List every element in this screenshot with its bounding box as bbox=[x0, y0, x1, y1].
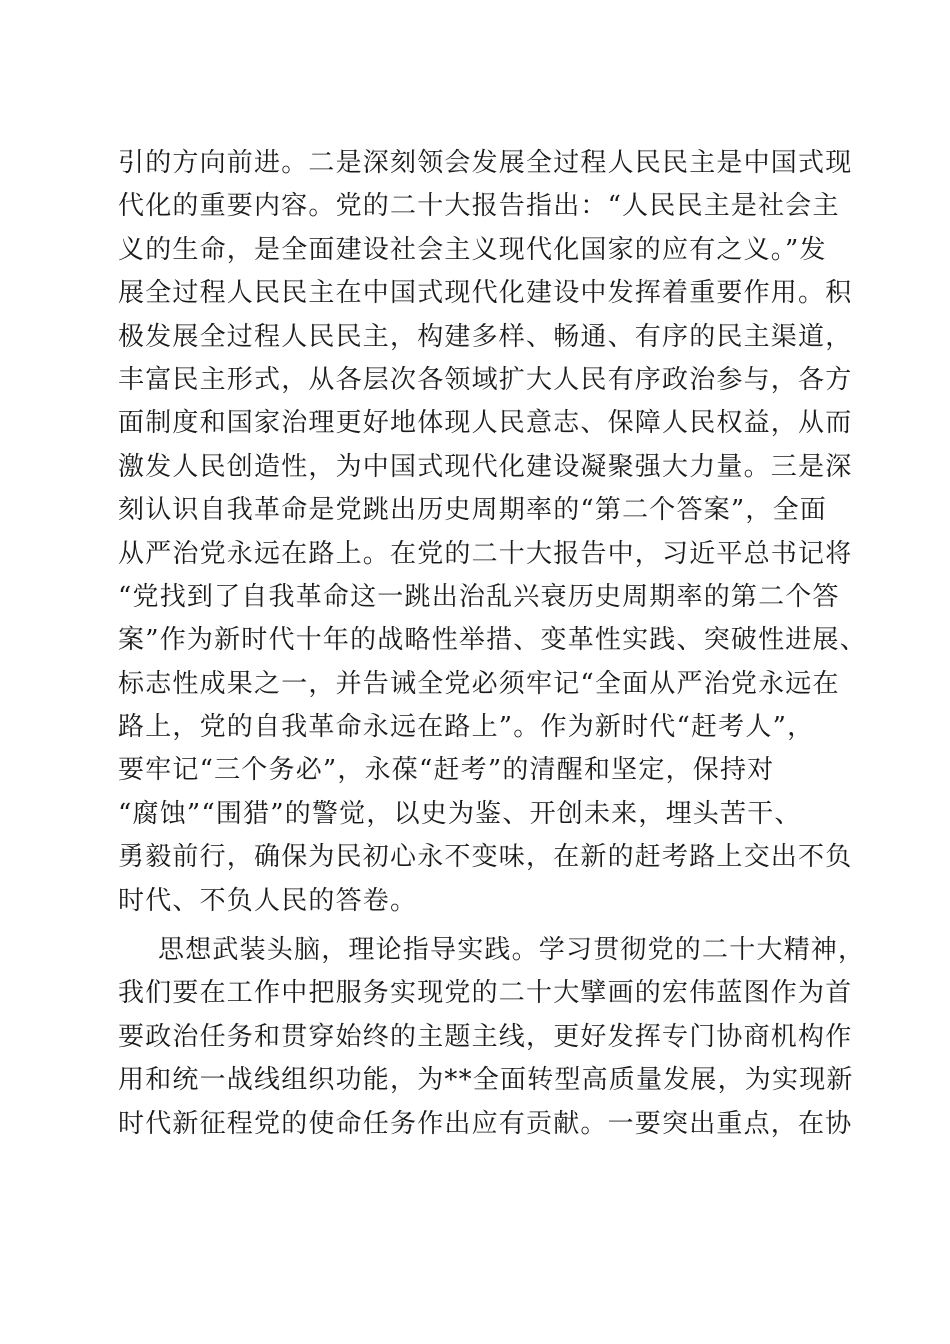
text-line: 案”作为新时代十年的战略性举措、变革性实践、突破性进展、 bbox=[118, 625, 867, 656]
text-line: 标志性成果之一，并告诫全党必须牢记“全面从严治党永远在 bbox=[118, 668, 840, 699]
text-line: 路上，党的自我革命永远在路上”。作为新时代“赶考人”， bbox=[118, 712, 815, 743]
text-line: 刻认识自我革命是党跳出历史周期率的“第二个答案”，全面 bbox=[118, 495, 827, 526]
document-body bbox=[118, 142, 867, 1146]
text-line: 用和统一战线组织功能，为**全面转型高质量发展，为实现新 bbox=[118, 1065, 854, 1096]
text-line: 激发人民创造性，为中国式现代化建设凝聚强大力量。三是深 bbox=[118, 451, 853, 482]
text-line: 极发展全过程人民民主，构建多样、畅通、有序的民主渠道， bbox=[118, 321, 853, 352]
paragraph-2 bbox=[118, 929, 866, 1146]
text-line: 代化的重要内容。党的二十大报告指出：“人民民主是社会主 bbox=[118, 191, 840, 222]
text-line: 丰富民主形式，从各层次各领域扩大人民有序政治参与，各方 bbox=[118, 364, 853, 395]
text-line: 时代新征程党的使命任务作出应有贡献。一要突出重点，在协 bbox=[118, 1108, 853, 1139]
text-line: 思想武装头脑，理论指导实践。学习贯彻党的二十大精神， bbox=[158, 935, 866, 966]
text-line: 从严治党永远在路上。在党的二十大报告中，习近平总书记将 bbox=[118, 538, 853, 569]
text-line: 我们要在工作中把服务实现党的二十大擘画的宏伟蓝图作为首 bbox=[118, 978, 853, 1009]
text-line: 面制度和国家治理更好地体现人民意志、保障人民权益，从而 bbox=[118, 408, 853, 439]
text-line: 时代、不负人民的答卷。 bbox=[118, 885, 418, 916]
paragraph-1 bbox=[118, 142, 867, 923]
text-line: “党找到了自我革命这一跳出治乱兴衰历史周期率的第二个答 bbox=[118, 581, 840, 612]
text-line: “腐蚀”“围猎”的警觉，以史为鉴、开创未来，埋头苦干、 bbox=[118, 798, 802, 829]
text-line: 要牢记“三个务必”，永葆“赶考”的清醒和坚定，保持对 bbox=[118, 755, 775, 786]
text-line: 引的方向前进。二是深刻领会发展全过程人民民主是中国式现 bbox=[118, 148, 853, 178]
text-line: 展全过程人民民主在中国式现代化建设中发挥着重要作用。积 bbox=[118, 278, 853, 309]
text-line: 义的生命，是全面建设社会主义现代化国家的应有之义。”发 bbox=[118, 234, 827, 265]
text-line: 勇毅前行，确保为民初心永不变味，在新的赶考路上交出不负 bbox=[118, 842, 853, 873]
text-line: 要政治任务和贯穿始终的主题主线，更好发挥专门协商机构作 bbox=[118, 1021, 853, 1052]
